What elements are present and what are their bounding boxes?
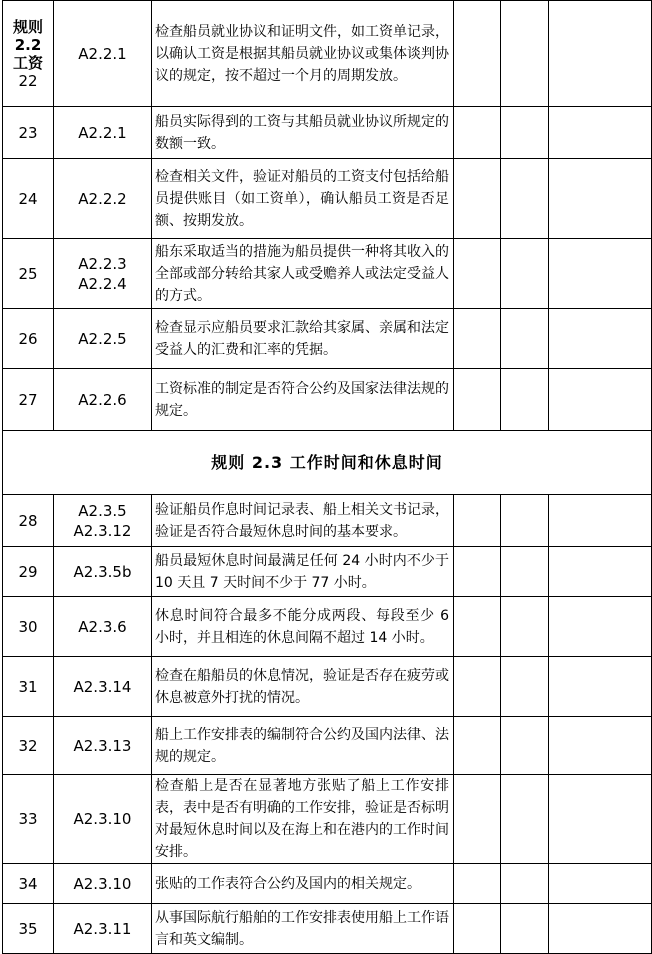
check-cell (501, 159, 549, 239)
requirement-cell: 船上工作安排表的编制符合公约及国内法律、法规的规定。 (152, 717, 454, 775)
clause-cell (54, 309, 152, 369)
row-number-cell: 30 (3, 597, 54, 657)
requirement-cell: 张贴的工作表符合公约及国内的相关规定。 (152, 864, 454, 904)
row-number-cell: 32 (3, 717, 54, 775)
requirement-cell: 检查船上是否在显著地方张贴了船上工作安排表，表中是否有明确的工作安排，验证是否标明对最短休息时间以及在海上和在港内的工作时间安排。 (152, 775, 454, 864)
regulation-title: 工资 (12, 53, 43, 72)
check-cell (454, 159, 501, 239)
checklist-table (2, 0, 652, 954)
requirement-cell: 船员实际得到的工资与其船员就业协议所规定的数额一致。 (152, 107, 454, 159)
table-row (3, 547, 652, 597)
check-cell (501, 239, 549, 309)
check-cell (501, 717, 549, 775)
check-cell (454, 107, 501, 159)
table-row (3, 309, 652, 369)
section-heading-row (3, 431, 652, 495)
row-number-cell (3, 1, 54, 107)
clause-cell (54, 495, 152, 547)
row-number-cell: 26 (3, 309, 54, 369)
remarks-cell (549, 309, 652, 369)
check-cell (501, 369, 549, 431)
check-cell (501, 107, 549, 159)
clause-ref: A2.2.1 (78, 123, 127, 142)
remarks-cell (549, 657, 652, 717)
clause-ref: A2.3.5b (73, 562, 132, 581)
check-cell (454, 864, 501, 904)
requirement-cell: 船员最短休息时间最满足任何 24 小时内不少于 10 天且 7 天时间不少于 77 小时。 (152, 547, 454, 597)
clause-cell: A2.2.1 (54, 1, 152, 107)
requirement-cell: 检查在船船员的休息情况，验证是否存在疲劳或休息被意外打扰的情况。 (152, 657, 454, 717)
clause-cell (54, 904, 152, 954)
row-number-cell: 33 (3, 775, 54, 864)
clause-cell (54, 239, 152, 309)
check-cell (501, 309, 549, 369)
remarks-cell (549, 864, 652, 904)
clause-cell (54, 107, 152, 159)
requirement-cell: 从事国际航行船舶的工作安排表使用船上工作语言和英文编制。 (152, 904, 454, 954)
clause-ref: A2.2.4 (78, 274, 127, 293)
clause-ref: A2.3.13 (73, 736, 132, 755)
row-number: 22 (18, 71, 38, 90)
check-cell (454, 547, 501, 597)
row-number-cell: 35 (3, 904, 54, 954)
check-cell (454, 904, 501, 954)
clause-cell (54, 775, 152, 864)
check-cell (501, 864, 549, 904)
check-cell (501, 657, 549, 717)
row-number-cell: 25 (3, 239, 54, 309)
remarks-cell (549, 369, 652, 431)
clause-ref: A2.3.6 (78, 617, 127, 636)
check-cell (454, 775, 501, 864)
remarks-cell (549, 107, 652, 159)
check-cell (501, 904, 549, 954)
clause-ref: A2.2.2 (78, 189, 127, 208)
clause-cell (54, 159, 152, 239)
check-cell (454, 369, 501, 431)
requirement-cell: 休息时间符合最多不能分成两段、每段至少 6 小时，并且相连的休息间隔不超过 14 小时。 (152, 597, 454, 657)
table-row (3, 495, 652, 547)
table-row (3, 904, 652, 954)
clause-ref: A2.2.6 (78, 390, 127, 409)
table-row (3, 1, 652, 107)
clause-cell (54, 597, 152, 657)
row-number-cell: 23 (3, 107, 54, 159)
remarks-cell (549, 495, 652, 547)
check-cell (454, 1, 501, 107)
table-row (3, 369, 652, 431)
row-number-cell: 24 (3, 159, 54, 239)
remarks-cell (549, 904, 652, 954)
row-number-cell: 28 (3, 495, 54, 547)
requirement-cell: 验证船员作息时间记录表、船上相关文书记录，验证是否符合最短休息时间的基本要求。 (152, 495, 454, 547)
check-cell (501, 547, 549, 597)
table-row (3, 864, 652, 904)
remarks-cell (549, 597, 652, 657)
check-cell (501, 495, 549, 547)
table-row (3, 657, 652, 717)
check-cell (454, 309, 501, 369)
clause-ref: A2.3.12 (73, 521, 132, 540)
table-row (3, 239, 652, 309)
clause-ref: A2.3.14 (73, 677, 132, 696)
requirement-cell: 船东采取适当的措施为船员提供一种将其收入的全部或部分转给其家人或受赡养人或法定受益人的方式。 (152, 239, 454, 309)
row-number-cell: 29 (3, 547, 54, 597)
clause-cell (54, 864, 152, 904)
remarks-cell (549, 239, 652, 309)
table-row (3, 159, 652, 239)
clause-ref: A2.3.10 (73, 874, 132, 893)
clause-cell (54, 369, 152, 431)
check-cell (454, 239, 501, 309)
clause-ref: A2.3.5 (78, 501, 127, 520)
clause-cell (54, 547, 152, 597)
table-row (3, 107, 652, 159)
check-cell (501, 1, 549, 107)
check-cell (454, 597, 501, 657)
section-heading: 规则 2.3 工作时间和休息时间 (3, 431, 652, 495)
clause-cell (54, 657, 152, 717)
remarks-cell (549, 547, 652, 597)
remarks-cell (549, 775, 652, 864)
requirement-cell: 工资标准的制定是否符合公约及国家法律法规的规定。 (152, 369, 454, 431)
requirement-cell: 检查显示应船员要求汇款给其家属、亲属和法定受益人的汇费和汇率的凭据。 (152, 309, 454, 369)
row-number-cell: 27 (3, 369, 54, 431)
requirement-cell: 检查相关文件，验证对船员的工资支付包括给船员提供账目（如工资单），确认船员工资是否足额、按期发放。 (152, 159, 454, 239)
check-cell (501, 775, 549, 864)
table-row (3, 717, 652, 775)
clause-ref: A2.3.11 (73, 919, 132, 938)
clause-cell (54, 717, 152, 775)
check-cell (454, 495, 501, 547)
row-number-cell: 34 (3, 864, 54, 904)
check-cell (501, 597, 549, 657)
clause-ref: A2.2.3 (78, 254, 127, 273)
check-cell (454, 657, 501, 717)
clause-ref: A2.3.10 (73, 810, 132, 828)
table-row (3, 597, 652, 657)
remarks-cell (549, 717, 652, 775)
check-cell (454, 717, 501, 775)
row-number-cell: 31 (3, 657, 54, 717)
remarks-cell (549, 1, 652, 107)
clause-ref: A2.2.5 (78, 329, 127, 348)
regulation-label: 规则 (12, 17, 43, 36)
table-row (3, 775, 652, 864)
requirement-cell: 检查船员就业协议和证明文件，如工资单记录，以确认工资是根据其船员就业协议或集体谈判协议的规定，按不超过一个月的周期发放。 (152, 1, 454, 107)
remarks-cell (549, 159, 652, 239)
regulation-number: 2.2 (14, 35, 42, 54)
